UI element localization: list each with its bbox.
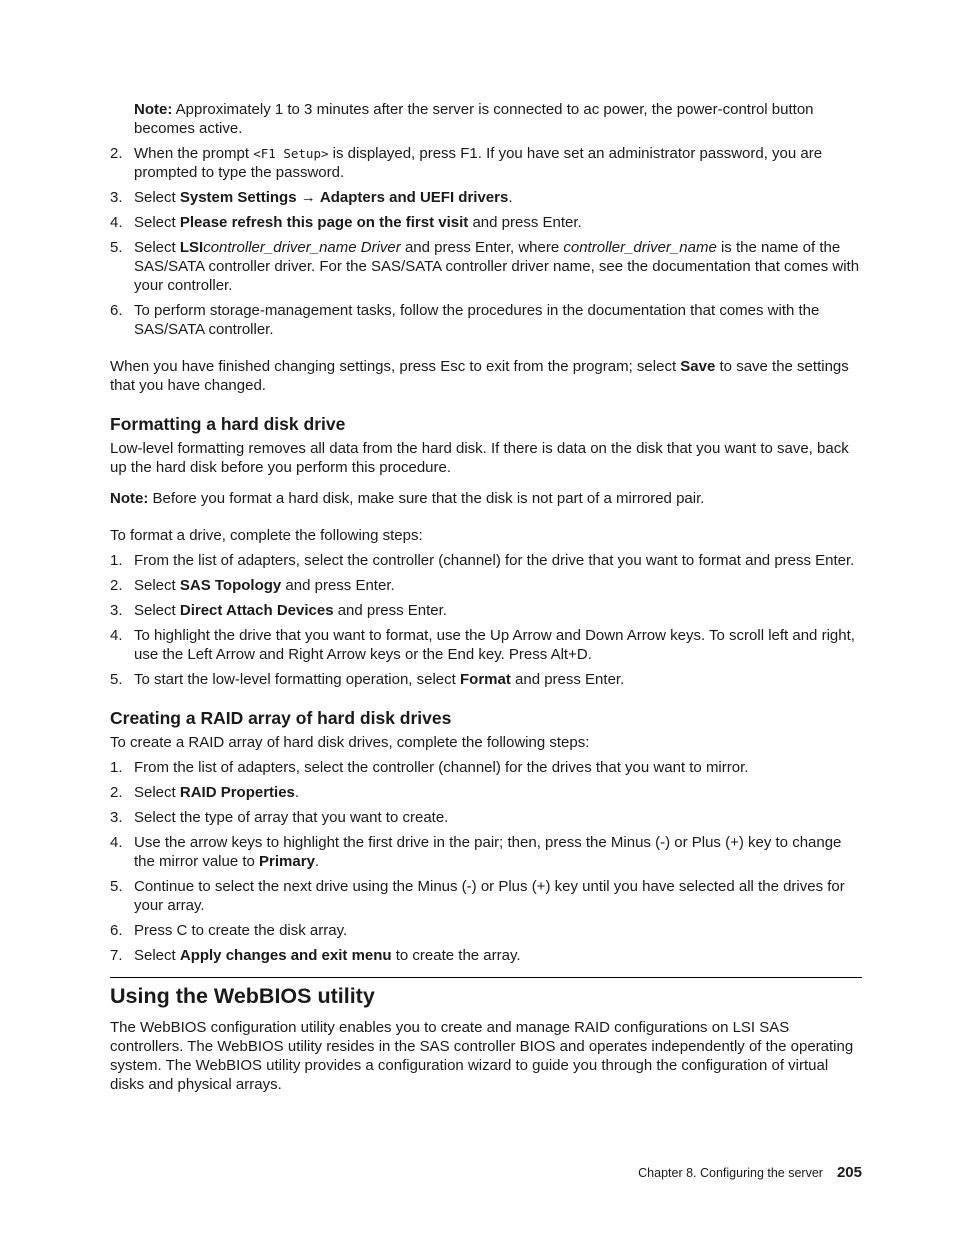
list-item: 5. Select LSIcontroller_driver_name Driver and press Enter, where controller_driver_name is the name of the SAS/SATA controller driver. For the SAS/SATA controller driver name, see the documentation that comes with your controller. [110,239,860,294]
setup-steps-list [110,144,862,339]
list-item: 1. From the list of adapters, select the controller (channel) for the drive that you want to format and press Enter. [110,552,855,569]
formatting-intro: Low-level formatting removes all data from the hard disk. If there is data on the disk that you want to save, back up the hard disk before you perform this procedure. [110,440,849,476]
list-item: 3. Select System Settings → Adapters and UEFI drivers. [110,189,513,206]
list-item: 4. To highlight the drive that you want to format, use the Up Arrow and Down Arrow keys. To scroll left and right, use the Left Arrow and Right Arrow keys or the End key. Press Alt+D. [110,627,855,663]
document-page [110,100,862,1094]
list-item: 2. Select RAID Properties. [110,784,300,801]
list-item: 7. Select Apply changes and exit menu to create the array. [110,947,521,964]
raid-steps-list [110,758,862,965]
webbios-body: The WebBIOS configuration utility enables you to create and manage RAID configurations on LSI SAS controllers. The WebBIOS utility resides in the SAS controller BIOS and operates independently of the operating system. The WebBIOS utility provides a configuration wizard to guide you through the configuration of virtual disks and physical arrays. [110,1019,854,1093]
note-label: Note: [110,490,149,507]
raid-heading: Creating a RAID array of hard disk drives [110,708,452,728]
list-item: 3. Select Direct Attach Devices and press Enter. [110,602,447,619]
f1-setup-prompt: <F1 Setup> [253,146,329,161]
arrow-icon: → [296,189,320,206]
page-footer [110,1163,862,1183]
section-divider [110,977,862,978]
raid-lead: To create a RAID array of hard disk drives, complete the following steps: [110,734,590,751]
chapter-label: Chapter 8. Configuring the server [638,1166,823,1180]
list-item: 5. To start the low-level formatting operation, select Format and press Enter. [110,671,625,688]
top-note: Note: Approximately 1 to 3 minutes after the server is connected to ac power, the power-control button becomes active. [134,101,814,137]
list-item: 6. To perform storage-management tasks, follow the procedures in the documentation that comes with the SAS/SATA controller. [110,302,820,338]
page-number: 205 [836,1164,862,1181]
finish-paragraph: When you have finished changing settings, press Esc to exit from the program; select Save to save the settings that you have changed. [110,358,849,394]
list-item: 4. Use the arrow keys to highlight the first drive in the pair; then, press the Minus (-) or Plus (+) key to change the mirror value to Primary. [110,834,842,870]
formatting-heading: Formatting a hard disk drive [110,414,346,434]
formatting-note: Note: Before you format a hard disk, make sure that the disk is not part of a mirrored pair. [110,490,705,507]
formatting-lead: To format a drive, complete the following steps: [110,527,423,544]
list-item: 3. Select the type of array that you want to create. [110,809,449,826]
note-label: Note: [134,101,173,118]
list-item: 1. From the list of adapters, select the controller (channel) for the drives that you want to mirror. [110,759,749,776]
list-item: 5. Continue to select the next drive using the Minus (-) or Plus (+) key until you have selected all the drives for your array. [110,878,845,914]
list-item: 2. When the prompt <F1 Setup> is displayed, press F1. If you have set an administrator password, you are prompted to type the password. [110,145,823,181]
list-item: 4. Select Please refresh this page on the first visit and press Enter. [110,214,582,231]
list-item: 6. Press C to create the disk array. [110,922,348,939]
webbios-heading: Using the WebBIOS utility [110,984,375,1008]
list-item: 2. Select SAS Topology and press Enter. [110,577,395,594]
formatting-steps-list [110,551,862,689]
